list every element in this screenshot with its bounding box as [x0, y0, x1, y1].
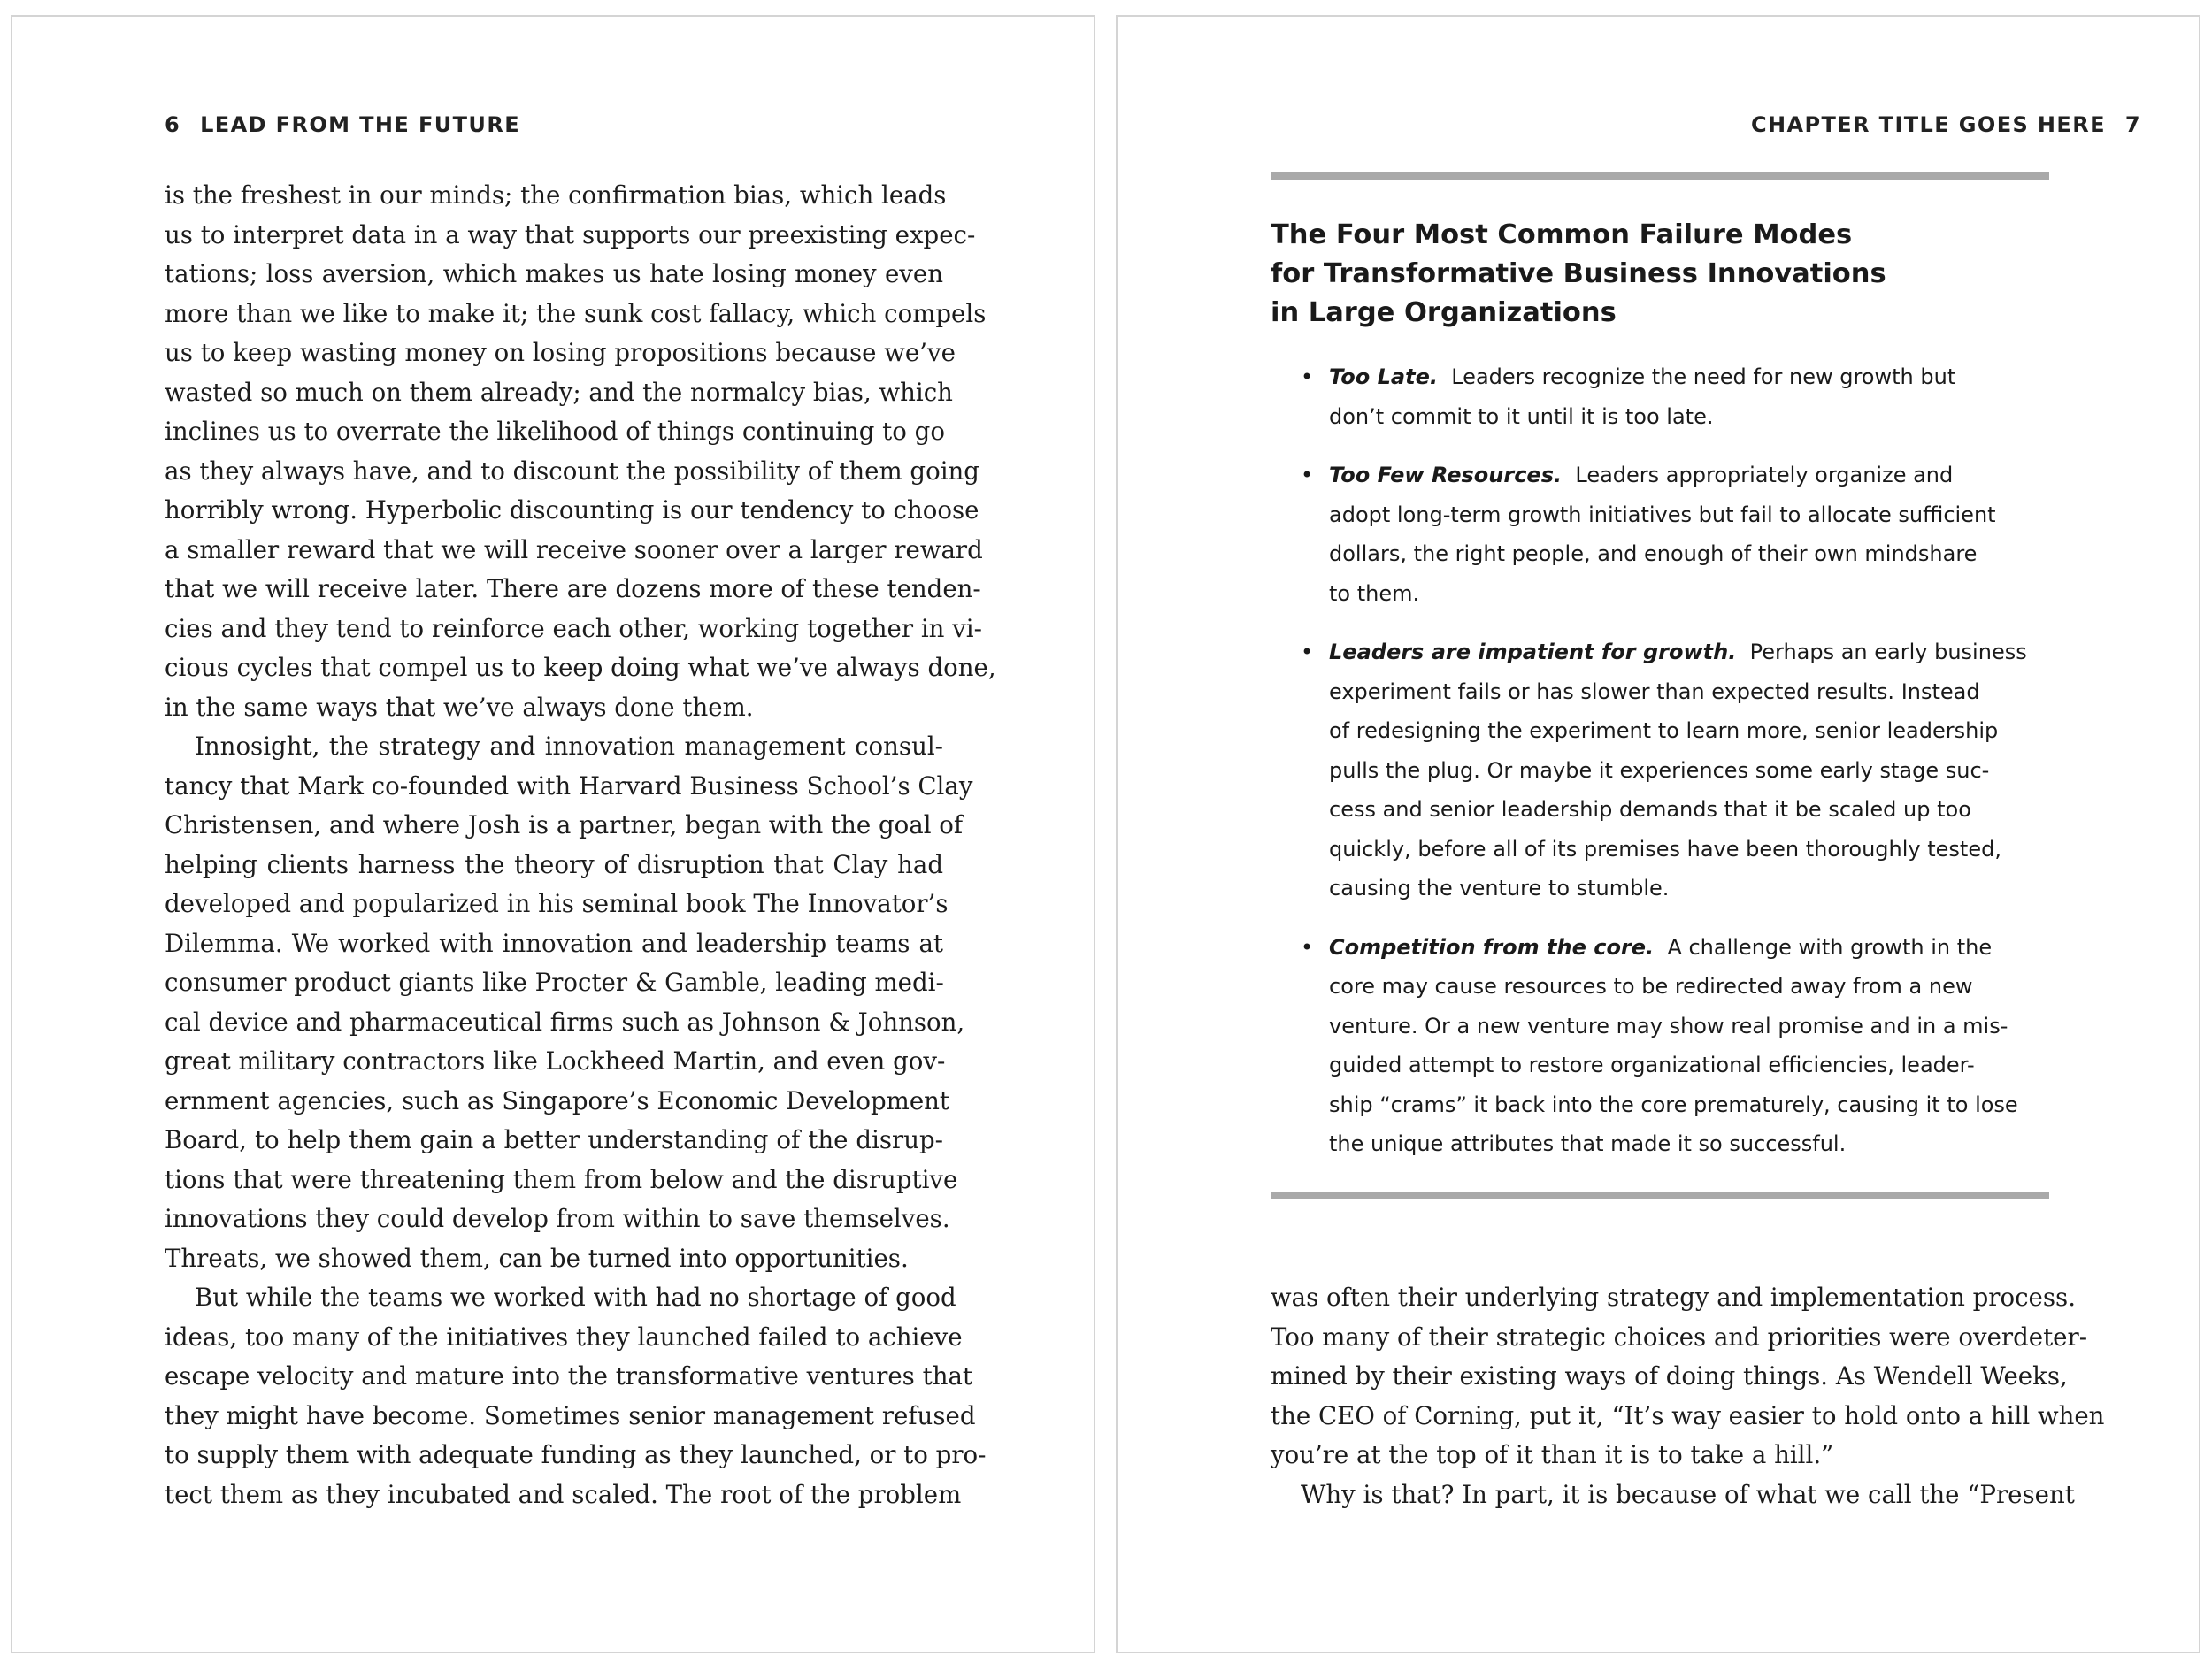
sidebar-item-text: quickly, before all of its premises have been thoroughly tested, [1329, 836, 2001, 862]
text-line: consumer product giants like Procter & Gamble, leading medi- [165, 968, 944, 997]
sidebar-item-lead-in: Too Late. [1329, 364, 1438, 389]
sidebar-item-line [1329, 456, 2049, 495]
text-line: wasted so much on them already; and the normalcy bias, which [165, 377, 953, 407]
sidebar-item-text: venture. Or a new venture may show real promise and in a mis- [1329, 1013, 2008, 1038]
sidebar-item-text: Leaders recognize the need for new growth but [1451, 364, 1956, 389]
text-line: horribly wrong. Hyperbolic discounting is our tendency to choose [165, 495, 979, 525]
running-head-left [165, 112, 520, 137]
sidebar-item-text: Leaders appropriately organize and [1575, 463, 1954, 487]
text-line: they might have become. Sometimes senior management refused [165, 1400, 976, 1430]
text-line: mined by their existing ways of doing things. As Wendell Weeks, [1271, 1361, 2068, 1391]
text-line: tations; loss aversion, which makes us hate losing money even [165, 259, 943, 288]
sidebar-item-text: pulls the plug. Or maybe it experiences some early stage suc- [1329, 757, 1990, 783]
sidebar-item-text: experiment fails or has slower than expected results. Instead [1329, 678, 1980, 704]
bullet-icon: • [1301, 934, 1314, 960]
text-line: tancy that Mark co-founded with Harvard Business School’s Clay [165, 770, 973, 801]
sidebar-item-line [1329, 967, 2049, 1007]
text-line: as they always have, and to discount the possibility of them going [165, 456, 979, 486]
bullet-icon: • [1301, 364, 1314, 389]
sidebar-list-item [1271, 632, 2049, 908]
sidebar-bottom-rule [1271, 1192, 2049, 1199]
text-line: Innosight, the strategy and innovation management consul- [195, 732, 943, 761]
sidebar-item-lead-in: Too Few Resources. [1329, 463, 1563, 487]
text-line: tect them as they incubated and scaled. The root of the problem [165, 1479, 962, 1509]
paragraph [1271, 1475, 2075, 1515]
text-line: tions that were threatening them from below and the disruptive [165, 1164, 958, 1194]
sidebar-item-text: of redesigning the experiment to learn more, senior leadership [1329, 718, 1999, 743]
sidebar-item-text: the unique attributes that made it so successful. [1329, 1131, 1847, 1156]
sidebar-title-line: in Large Organizations [1271, 297, 1617, 328]
text-line: Board, to help them gain a better understanding of the disrup- [165, 1125, 943, 1154]
text-line: cious cycles that compel us to keep doing what we’ve always done, [165, 653, 996, 682]
sidebar-title [1271, 216, 2049, 333]
sidebar-item-text: dollars, the right people, and enough of their own mindshare [1329, 541, 1978, 566]
right-page [1116, 15, 2200, 1653]
bullet-icon: • [1301, 463, 1314, 487]
text-line: is the freshest in our minds; the confirmation bias, which leads [165, 180, 947, 210]
sidebar-item-text: Perhaps an early business [1749, 640, 2027, 664]
text-line: a smaller reward that we will receive sooner over a larger reward [165, 534, 983, 564]
sidebar-item-text: core may cause resources to be redirected away from a new [1329, 974, 1973, 999]
text-line: helping clients harness the theory of disruption that Clay had [165, 849, 943, 879]
sidebar-item-line [1329, 574, 2049, 614]
text-line: cies and they tend to reinforce each other, working together in vi- [165, 613, 982, 643]
text-line: Dilemma. We worked with innovation and leadership teams at [165, 928, 943, 958]
text-line: that we will receive later. There are dozens more of these tenden- [165, 574, 981, 603]
text-line: the CEO of Corning, put it, “It’s way easier to hold onto a hill when [1271, 1400, 2105, 1430]
running-head-right [1751, 112, 2141, 137]
text-line: innovations they could develop from within to save themselves. [165, 1204, 950, 1233]
page-number-left: 6 [165, 112, 181, 137]
sidebar-item-line [1329, 711, 2049, 751]
text-line: cal device and pharmaceutical firms such as Johnson & Johnson, [165, 1007, 965, 1037]
text-line: great military contractors like Lockheed Martin, and even gov- [165, 1046, 946, 1076]
paragraph [165, 1278, 987, 1514]
sidebar-item-text: causing the venture to stumble. [1329, 876, 1670, 900]
text-line: ernment agencies, such as Singapore’s Economic Development [165, 1085, 950, 1115]
text-line: ideas, too many of the initiatives they launched failed to achieve [165, 1322, 963, 1352]
paragraph [165, 176, 996, 727]
text-line: us to keep wasting money on losing propositions because we’ve [165, 338, 956, 367]
sidebar-item-line [1329, 1124, 2049, 1164]
sidebar-list-item [1271, 928, 2049, 1164]
paragraph [1271, 1278, 2105, 1475]
text-line: more than we like to make it; the sunk cost fallacy, which compels [165, 298, 987, 328]
sidebar-item-line [1329, 397, 2049, 437]
sidebar-item-line [1329, 632, 2049, 672]
sidebar-item-text: adopt long-term growth initiatives but fail to allocate sufficient [1329, 502, 1996, 527]
sidebar-item-text: A challenge with growth in the [1667, 934, 1993, 960]
sidebar-item-line [1329, 869, 2049, 908]
text-line: you’re at the top of it than it is to take a hill.” [1271, 1440, 1834, 1469]
text-line: Too many of their strategic choices and priorities were overdeter- [1271, 1322, 2088, 1352]
sidebar-item-text: ship “crams” it back into the core prematurely, causing it to lose [1329, 1092, 2018, 1117]
sidebar-title-line: for Transformative Business Innovations [1271, 258, 1886, 289]
sidebar-item-line [1329, 357, 2049, 397]
sidebar-item-line [1329, 790, 2049, 830]
text-line: us to interpret data in a way that supports our preexisting expec- [165, 219, 976, 249]
sidebar-item-line [1329, 495, 2049, 535]
paragraph [165, 727, 973, 1278]
sidebar-item-line [1329, 830, 2049, 870]
text-line: inclines us to overrate the likelihood of things continuing to go [165, 417, 945, 446]
right-body-text [1271, 1278, 2105, 1514]
text-line: Threats, we showed them, can be turned into opportunities. [165, 1243, 909, 1273]
sidebar-list-item [1271, 357, 2049, 436]
sidebar-list-item [1271, 456, 2049, 613]
sidebar-item-text: don’t commit to it until it is too late. [1329, 403, 1714, 429]
sidebar-item-lead-in: Competition from the core. [1329, 934, 1655, 960]
sidebar-item-text: cess and senior leadership demands that it be scaled up too [1329, 797, 1971, 822]
text-line: in the same ways that we’ve always done them. [165, 692, 754, 722]
bullet-icon: • [1301, 640, 1314, 664]
sidebar-item-line [1329, 534, 2049, 574]
sidebar-item-line [1329, 1046, 2049, 1085]
text-line: Christensen, and where Josh is a partner, began with the goal of [165, 810, 964, 839]
text-line: developed and popularized in his seminal book The Innovator’s [165, 889, 949, 918]
text-line: to supply them with adequate funding as they launched, or to pro- [165, 1440, 987, 1469]
text-line: escape velocity and mature into the transformative ventures that [165, 1361, 973, 1391]
sidebar-item-text: guided attempt to restore organizational efficiencies, leader- [1329, 1053, 1975, 1077]
sidebar-list [1271, 357, 2049, 1184]
text-line: was often their underlying strategy and implementation process. [1271, 1283, 2076, 1312]
page-number-right: 7 [2124, 112, 2141, 137]
sidebar-item-line [1329, 1085, 2049, 1125]
left-body-text [165, 176, 996, 1514]
running-head-title-right: CHAPTER TITLE GOES HERE [1751, 112, 2106, 137]
text-line: But while the teams we worked with had no shortage of good [195, 1283, 956, 1312]
sidebar-item-line [1329, 928, 2049, 968]
text-line: Why is that? In part, it is because of what we call the “Present [1301, 1479, 2075, 1509]
sidebar-item-lead-in: Leaders are impatient for growth. [1329, 640, 1737, 664]
left-page [11, 15, 1095, 1653]
sidebar-title-line: The Four Most Common Failure Modes [1271, 219, 1853, 250]
sidebar-item-text: to them. [1329, 580, 1420, 606]
sidebar-item-line [1329, 751, 2049, 791]
sidebar-top-rule [1271, 172, 2049, 180]
sidebar-item-line [1329, 672, 2049, 712]
running-head-title-left: LEAD FROM THE FUTURE [200, 112, 520, 137]
sidebar-item-line [1329, 1007, 2049, 1046]
